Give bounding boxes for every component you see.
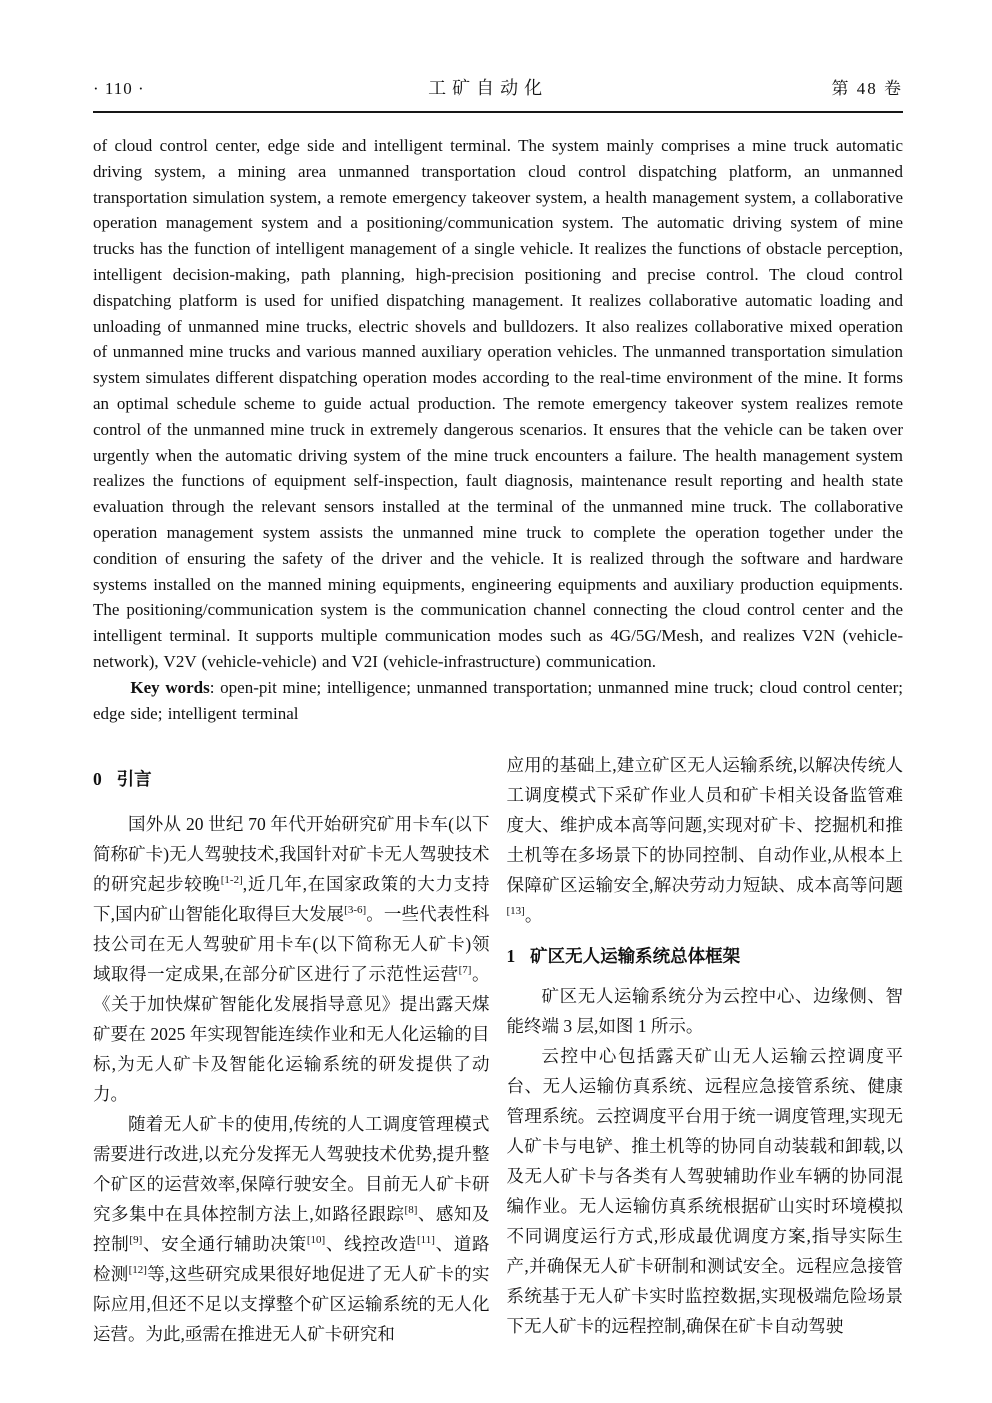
intro-paragraph-1: 国外从 20 世纪 70 年代开始研究矿用卡车(以下简称矿卡)无人驾驶技术,我国针对矿卡无人驾驶技术的研究起步较晚[1-2],近几年,在国家政策的大力支持下,国内矿山智能化取得巨大发展[3-6]。一些代表性科技公司在无人驾驶矿用卡车(以下简称无人矿卡)领域取得一定成果,在部分矿区进行了示范性运营[7]。《关于加快煤矿智能化发展指导意见》提出露天煤矿要在 2025 年实现智能连续作业和无人化运输的目标,为无人矿卡及智能化运输系统的研发提供了动力。 bbox=[93, 814, 490, 1105]
framework-paragraph-2: 云控中心包括露天矿山无人运输云控调度平台、无人运输仿真系统、远程应急接管系统、健康管理系统。云控调度平台用于统一调度管理,实现无人矿卡与电铲、推土机等的协同自动装载和卸载,以及无人矿卡与各类有人驾驶辅助作业车辆的协同混编作业。无人运输仿真系统根据矿山实时环境模拟不同调度运行方式,形成最优调度方案,指导实际生产,并确保无人矿卡研制和测试安全。远程应急接管系统基于无人矿卡实时监控数据,实现极端危险场景下无人矿卡的远程控制,确保在矿卡自动驾驶 bbox=[506, 1046, 903, 1337]
two-column-body bbox=[93, 750, 903, 1349]
running-head bbox=[93, 74, 903, 113]
section-heading-framework bbox=[507, 943, 904, 969]
keywords-paragraph bbox=[93, 675, 903, 727]
abstract-continuation-text: of cloud control center, edge side and intelligent terminal. The system mainly comprises a mine truck automatic driving system, a mining area unmanned transportation cloud control dispatching platform, an unmanned transportation simulation system, a remote emergency takeover system, a health management system, a collaborative operation management system and a positioning/communication system. The automatic driving system of mine trucks has the function of intelligent management of a single vehicle. It realizes the functions of obstacle perception, intelligent decision-making, path planning, high-precision positioning and precise control. The cloud control dispatching platform is used for unified dispatching management. It realizes collaborative automatic loading and unloading of unmanned mine trucks, electric shovels and bulldozers. It also realizes collaborative mixed operation of unmanned mine trucks and various manned auxiliary operation vehicles. The unmanned transportation simulation system simulates different dispatching operation modes according to the real-time environment of the mine. It forms an optimal schedule scheme to guide actual production. The remote emergency takeover system realizes remote control of the unmanned mine truck in extremely dangerous scenarios. It ensures that the vehicle can be taken over urgently when the automatic driving system of the mine truck encounters a failure. The health management system realizes the functions of equipment self-inspection, fault diagnosis, maintenance result reporting and health state evaluation through the relevant sensors installed at the terminal of the unmanned mine truck. The collaborative operation management system assists the unmanned mine truck to complete the operation together under the condition of ensuring the safety of the driver and the vehicle. It is realized through the software and hardware systems installed on the manned mining equipments, engineering equipments and auxiliary production equipments. The positioning/communication system is the communication channel connecting the cloud control center and the intelligent terminal. It supports multiple communication modes such as 4G/5G/Mesh, and realizes V2N (vehicle-network), V2V (vehicle-vehicle) and V2I (vehicle-infrastructure) communication. bbox=[93, 136, 903, 671]
keywords-text: : open-pit mine; intelligence; unmanned transportation; unmanned mine truck; cloud control center; edge side; intelligent terminal bbox=[93, 677, 903, 723]
section-number: 1 bbox=[506, 946, 516, 967]
section-title: 引言 bbox=[116, 769, 152, 790]
keywords-label: Key words bbox=[130, 677, 210, 697]
left-column bbox=[93, 750, 490, 1349]
page-number: · 110 · bbox=[93, 79, 145, 98]
journal-title: 工矿自动化 bbox=[428, 78, 549, 98]
intro-paragraph-2-continued: 应用的基础上,建立矿区无人运输系统,以解决传统人工调度模式下采矿作业人员和矿卡相关设备监管难度大、维护成本高等问题,实现对矿卡、挖掘机和推土机等在多场景下的协同控制、自动作业,从根本上保障矿区运输安全,解决劳动力短缺、成本高等问题[13]。 bbox=[506, 755, 903, 926]
intro-paragraph-2-left: 随着无人矿卡的使用,传统的人工调度管理模式需要进行改进,以充分发挥无人驾驶技术优势,提升整个矿区的运营效率,保障行驶安全。目前无人矿卡研究多集中在具体控制方法上,如路径跟踪[8]、感知及控制[9]、安全通行辅助决策[10]、线控改造[11]、道路检测[12]等,这些研究成果很好地促进了无人矿卡的实际应用,但还不足以支撑整个矿区运输系统的无人化运营。为此,亟需在推进无人矿卡研究和 bbox=[93, 1114, 490, 1345]
section-heading-intro bbox=[93, 766, 490, 792]
volume-label: 第 48 卷 bbox=[831, 79, 903, 98]
section-title: 矿区无人运输系统总体框架 bbox=[530, 946, 741, 967]
right-column bbox=[507, 750, 904, 1349]
abstract-block bbox=[93, 133, 903, 726]
framework-paragraph-1: 矿区无人运输系统分为云控中心、边缘侧、智能终端 3 层,如图 1 所示。 bbox=[506, 986, 903, 1037]
section-number: 0 bbox=[93, 769, 102, 790]
